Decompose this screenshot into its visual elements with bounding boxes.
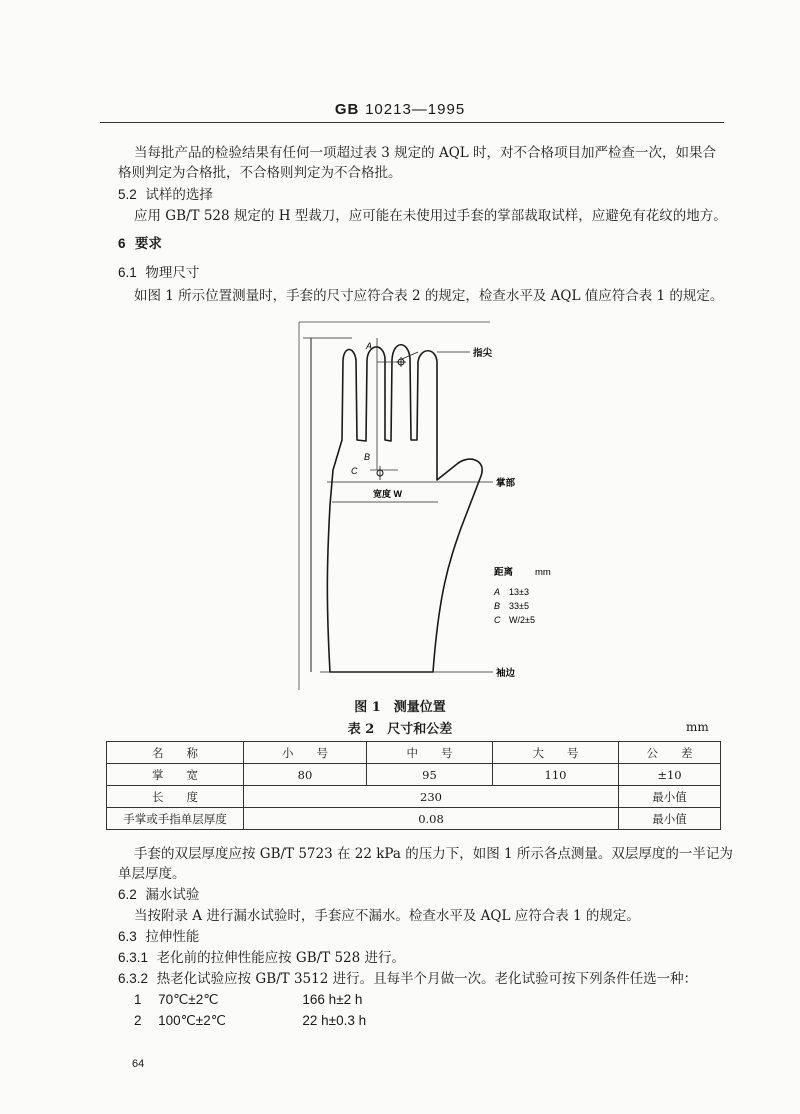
cell-value: 230 [244,786,619,808]
condition-time: 22 h±0.3 h [302,1013,367,1028]
condition-2 [134,1010,366,1032]
table-row [107,786,721,808]
legend-key-a: A [494,587,501,597]
section-title: 物理尺寸 [145,265,200,281]
letter-b: B [364,452,371,462]
legend-value-a: 13±3 [509,587,529,597]
cell-large: 110 [493,764,619,786]
condition-1 [134,989,362,1011]
legend-key-b: B [494,601,501,611]
glove-outline [327,345,482,672]
header-cell: 大 号 [493,742,619,764]
intro-line-2: 格则判定为合格批，不合格则判定为不合格批。 [118,165,402,181]
standard-prefix: GB [334,101,360,118]
section-title: 要求 [134,236,162,252]
table-header-row [107,742,721,764]
legend-unit: mm [535,567,551,578]
condition-time: 166 h±2 h [302,992,363,1007]
letter-a: A [366,341,373,351]
legend-value-b: 33±5 [509,601,529,611]
section-6-3-1 [118,947,405,969]
table-caption: 表 2 尺寸和公差 [347,722,453,737]
section-6-3-2 [118,968,697,990]
condition-number: 1 [134,992,142,1007]
section-number: 6.3 [118,929,137,944]
table-unit: mm [686,720,709,734]
table-row [107,764,721,786]
after-table-line-1: 手套的双层厚度应按 GB/T 5723 在 22 kPa 的压力下，如图 1 所示各点测量。双层厚度的一半记为 [134,846,733,862]
section-number: 6.1 [118,265,137,280]
cell-tolerance: ±10 [619,764,721,786]
row-name: 长 度 [107,786,244,808]
page-number: 64 [132,1058,145,1070]
palm-label: 掌部 [496,478,516,489]
section-number: 5.2 [118,187,137,202]
condition-temperature: 100℃±2℃ [158,1013,226,1028]
cell-medium: 95 [367,764,493,786]
legend-value-c: W/2±5 [509,615,535,625]
tip-label: 指尖 [473,348,493,359]
section-title: 漏水试验 [145,887,200,903]
letter-c: C [351,466,358,476]
width-label: 宽度 W [373,489,402,499]
section-6-1-text: 如图 1 所示位置测量时，手套的尺寸应符合表 2 的规定，检查水平及 AQL 值应符合表 1 的规定。 [134,288,724,304]
header-cell: 中 号 [367,742,493,764]
legend-title: 距离 [494,567,514,578]
section-6-3-heading [118,926,199,948]
section-number: 6.3.1 [118,950,149,965]
section-number: 6.3.2 [118,971,149,986]
cell-tolerance: 最小值 [619,808,721,830]
section-5-2-text: 应用 GB/T 528 规定的 H 型裁刀，应可能在未使用过手套的掌部裁取试样，应避免有花纹的地方。 [134,208,727,224]
cell-value: 0.08 [244,808,619,830]
section-title: 拉伸性能 [145,929,200,945]
section-number: 6 [118,236,126,251]
figure-caption: 图 1 测量位置 [354,700,446,715]
intro-line-1: 当每批产品的检验结果有任何一项超过表 3 规定的 AQL 时，对不合格项目加严检查一次，如果合 [134,145,717,161]
cell-tolerance: 最小值 [619,786,721,808]
table-row [107,808,721,830]
condition-temperature: 70℃±2℃ [158,992,219,1007]
dimensions-table [106,741,721,830]
header-cell: 名 称 [107,742,244,764]
row-name: 手掌或手指单层厚度 [107,808,244,830]
header-cell: 公 差 [619,742,721,764]
after-table-line-2: 单层厚度。 [118,866,186,882]
standard-code: 10213—1995 [365,101,466,118]
section-6-2-text: 当按附录 A 进行漏水试验时，手套应不漏水。检查水平及 AQL 应符合表 1 的规定。 [134,908,640,924]
row-name: 掌 宽 [107,764,244,786]
legend-key-c: C [494,615,501,625]
condition-number: 2 [134,1013,142,1028]
section-text: 热老化试验应按 GB/T 3512 进行。且每半个月做一次。老化试验可按下列条件任选一种： [156,971,698,987]
section-number: 6.2 [118,887,137,902]
cuff-label: 袖边 [496,668,516,679]
section-text: 老化前的拉伸性能应按 GB/T 528 进行。 [156,950,406,966]
section-6-2-heading [118,884,199,906]
cell-small: 80 [244,764,367,786]
header-cell: 小 号 [244,742,367,764]
section-title: 试样的选择 [145,187,213,203]
